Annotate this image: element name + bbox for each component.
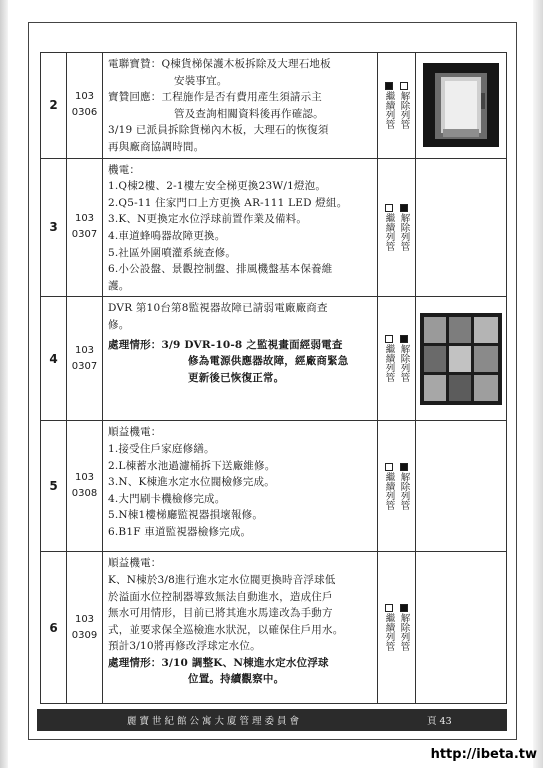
content-line: 預計3/10將再修改浮球定水位。	[108, 640, 261, 653]
content-line: 2.Q5-11 住家門口上方更換 AR-111 LED 燈組。	[108, 196, 348, 209]
content-line: 處理情形：3/9 DVR-10-8 之監視畫面經弱電查	[108, 338, 343, 351]
row-year: 103	[74, 613, 95, 625]
row-photo-cell	[416, 53, 507, 159]
row-number: 2	[41, 53, 67, 159]
content-line: 無水可用情形，目前已將其進水馬達改為手動方	[108, 607, 333, 620]
content-line: 4.車道蜂鳴器故障更換。	[108, 229, 226, 242]
table-row	[41, 53, 507, 159]
elevator-photo	[423, 63, 499, 147]
content-line: 3.N、K棟進水定水位閥檢修完成。	[108, 476, 275, 489]
content-line: 寶贊回應：工程施作是否有費用產生須請示主	[108, 91, 322, 104]
continue-checkbox	[385, 463, 393, 471]
content-line: 護。	[108, 279, 130, 292]
table-row	[41, 552, 507, 704]
row-year: 103	[74, 91, 95, 103]
row-day: 0307	[71, 229, 98, 241]
content-line: 位置。持續觀察中。	[188, 673, 285, 686]
row-day: 0309	[71, 629, 98, 641]
continue-label: 繼續列管	[383, 212, 395, 251]
content-line: 1.接受住戶家庭修繕。	[108, 442, 215, 455]
content-line: 順益機電：	[108, 426, 162, 439]
row-content	[103, 421, 378, 552]
row-number: 5	[41, 421, 67, 552]
content-line: 4.大門刷卡機檢修完成。	[108, 492, 226, 505]
content-line: 更新後已恢復正常。	[188, 371, 285, 384]
row-photo-cell	[416, 421, 507, 552]
content-line: 3.K、N更換定水位浮球前置作業及備料。	[108, 213, 308, 226]
content-line: 式，並要求保全巡檢進水狀況，以確保住戶用水。	[108, 623, 344, 636]
content-line: 處理情形：3/10 調整K、N棟進水定水位浮球	[108, 656, 329, 669]
content-line: 2.L棟蓄水池過濾桶拆下送廠維修。	[108, 459, 276, 472]
table-row	[41, 421, 507, 552]
row-number: 6	[41, 552, 67, 704]
table-row	[41, 297, 507, 421]
row-date	[67, 297, 103, 421]
row-status	[378, 552, 416, 704]
row-status	[378, 297, 416, 421]
content-line: 管及查詢相關資料後再作確認。	[174, 107, 324, 120]
row-date	[67, 53, 103, 159]
page-footer	[37, 709, 507, 731]
content-line: 順益機電：	[108, 557, 162, 570]
content-line: DVR 第10台第8監視器故障已請弱電廠廠商查	[108, 302, 328, 315]
content-line: 機電：	[108, 163, 141, 176]
content-line: 1.Q棟2樓、2-1樓左安全梯更換23W/1燈泡。	[108, 180, 327, 193]
remove-label: 解除列管	[398, 471, 410, 510]
content-line: 5.N棟1樓梯廳監視器損壞報修。	[108, 509, 264, 522]
row-year: 103	[74, 472, 95, 484]
row-photo-cell	[416, 552, 507, 704]
row-status	[378, 53, 416, 159]
continue-label: 繼續列管	[383, 344, 395, 383]
row-number: 3	[41, 158, 67, 297]
row-date	[67, 421, 103, 552]
continue-checkbox	[385, 204, 393, 212]
row-day: 0307	[71, 360, 98, 372]
content-line: 電聯寶贊：Q棟貨梯保護木板拆除及大理石地板	[108, 58, 331, 70]
remove-label: 解除列管	[398, 90, 410, 129]
content-line: 修為電源供應器故障，經廠商緊急	[188, 355, 349, 368]
continue-checkbox	[385, 82, 393, 90]
maintenance-log-table	[40, 52, 507, 704]
row-content	[103, 297, 378, 421]
footer-org-name: 麗寶世紀館公寓大廈管理委員會	[127, 716, 303, 727]
remove-label: 解除列管	[398, 613, 410, 652]
row-status	[378, 421, 416, 552]
continue-checkbox	[385, 604, 393, 612]
content-line: 5.社區外圍噴灌系統查修。	[108, 246, 237, 259]
watermark-url: http://ibeta.tw	[430, 747, 537, 762]
row-date	[67, 158, 103, 297]
remove-label: 解除列管	[398, 344, 410, 383]
row-number: 4	[41, 297, 67, 421]
continue-label: 繼續列管	[383, 471, 395, 510]
content-line: 再與廠商協調時間。	[108, 140, 205, 153]
content-line: K、N棟於3/8進行進水定水位閥更換時音浮球低	[108, 573, 336, 586]
content-line: 修。	[108, 318, 130, 331]
content-line: 3/19 已派員拆除貨梯內木板，大理石的恢復須	[108, 124, 329, 137]
continue-label: 繼續列管	[383, 90, 395, 129]
row-content	[103, 552, 378, 704]
row-day: 0308	[71, 488, 98, 500]
table-row	[41, 158, 507, 297]
row-photo-cell	[416, 158, 507, 297]
remove-checkbox	[400, 82, 408, 90]
row-content	[103, 53, 378, 159]
content-line: 6.B1F 車道監視器檢修完成。	[108, 525, 252, 538]
scan-edge-right	[533, 0, 543, 768]
scan-edge-left	[0, 0, 8, 768]
row-year: 103	[74, 344, 95, 356]
row-date	[67, 552, 103, 704]
continue-label: 繼續列管	[383, 613, 395, 652]
row-day: 0306	[71, 107, 98, 119]
remove-checkbox	[400, 604, 408, 612]
row-photo-cell	[416, 297, 507, 421]
cctv-monitor-photo	[420, 313, 502, 405]
row-status	[378, 158, 416, 297]
remove-label: 解除列管	[398, 212, 410, 251]
content-line: 安裝事宜。	[174, 74, 228, 87]
row-year: 103	[74, 213, 95, 225]
content-line: 6.小公設盤、景觀控制盤、排風機盤基本保養維	[108, 263, 333, 276]
remove-checkbox	[400, 335, 408, 343]
continue-checkbox	[385, 335, 393, 343]
row-content	[103, 158, 378, 297]
side-stamp	[532, 230, 540, 340]
content-line: 於溢面水位控制器導致無法自動進水，造成住戶	[108, 590, 333, 603]
remove-checkbox	[400, 463, 408, 471]
remove-checkbox	[400, 204, 408, 212]
page-number: 頁 43	[427, 716, 452, 727]
